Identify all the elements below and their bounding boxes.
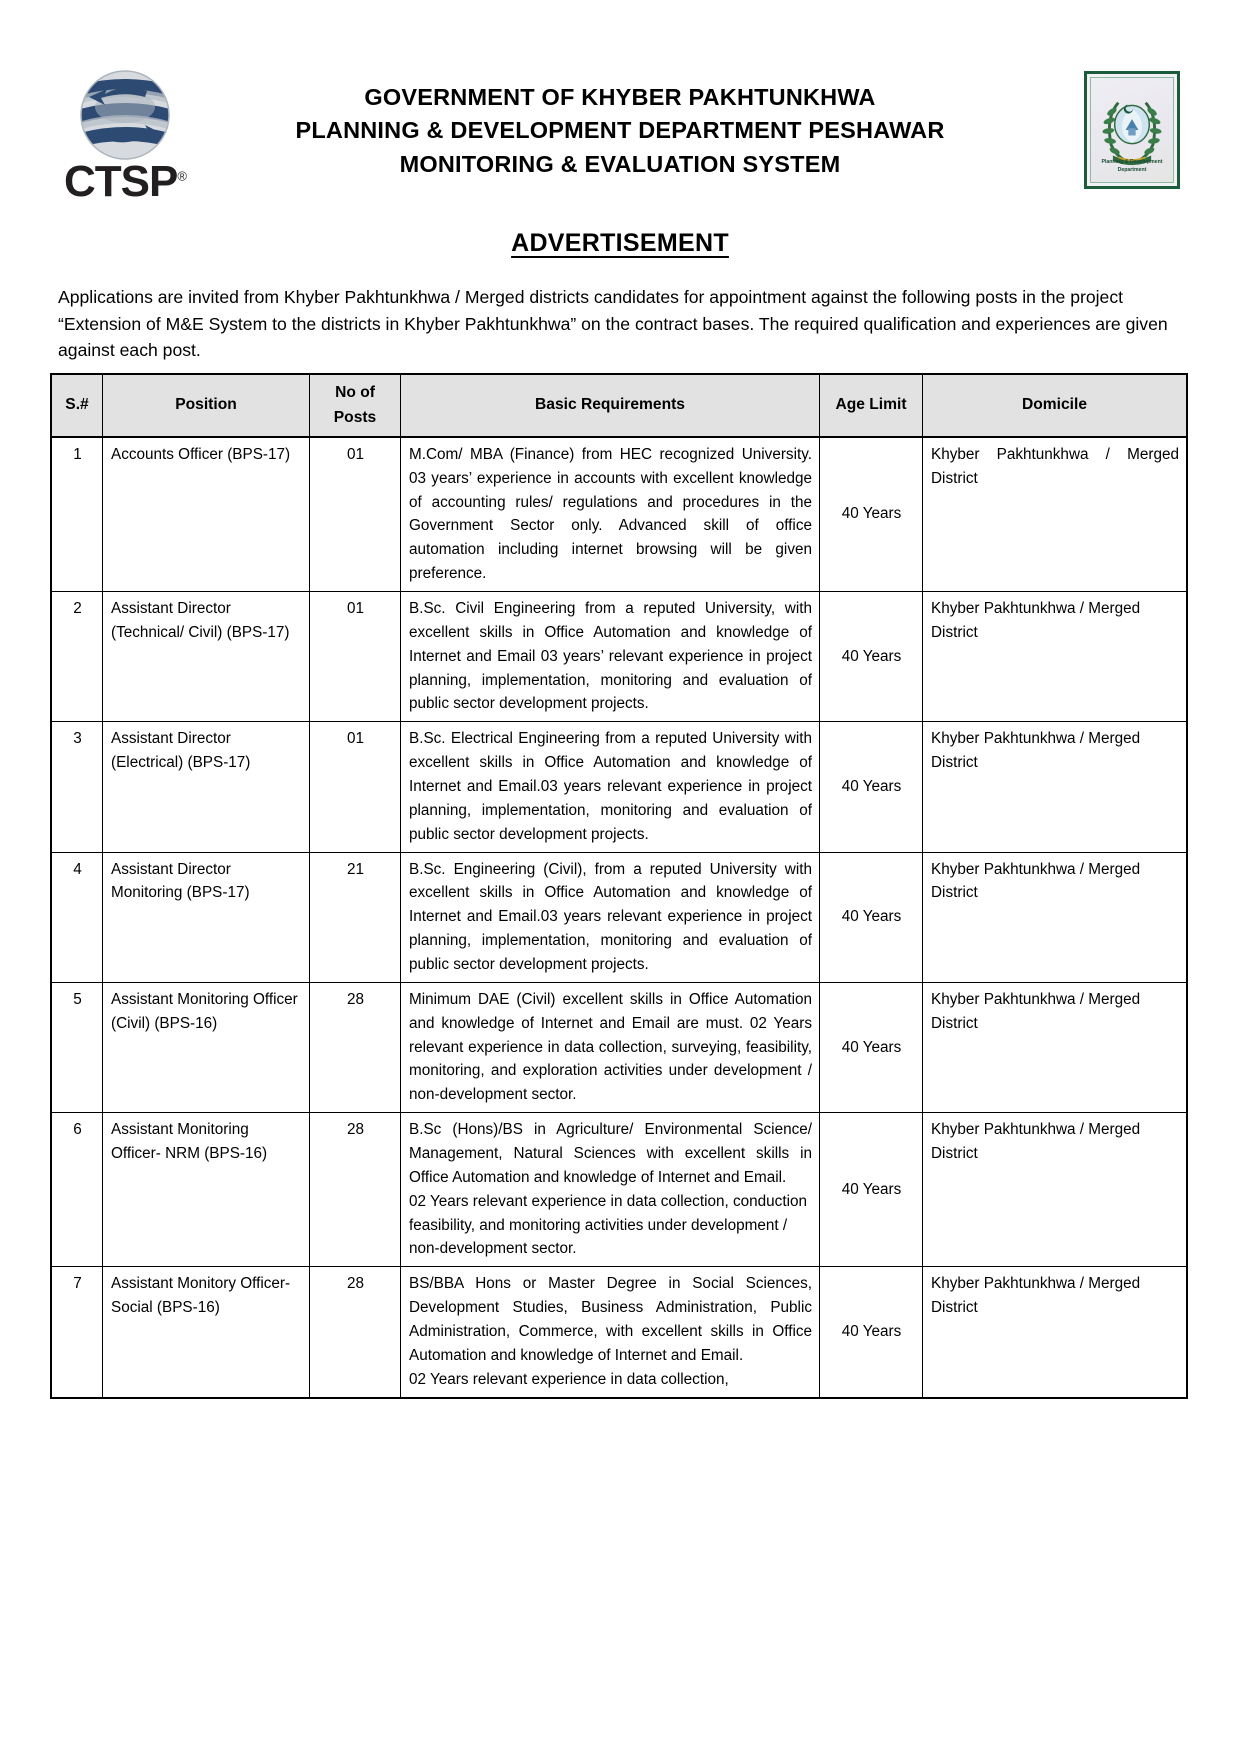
table-row (51, 591, 1187, 721)
column-header-basic-requirements: Basic Requirements (401, 374, 820, 437)
planning-development-department-crest (1084, 71, 1180, 189)
cell-no-of-posts: 28 (310, 1267, 401, 1398)
cell-domicile: Khyber Pakhtunkhwa / Merged District (923, 722, 1188, 852)
cell-position: Assistant Director (Electrical) (BPS-17) (103, 722, 310, 852)
ctsp-wordmark (60, 157, 190, 206)
crest-caption-line-2: Department (1117, 167, 1147, 174)
cell-no-of-posts: 01 (310, 722, 401, 852)
cell-serial: 3 (51, 722, 103, 852)
table-row (51, 722, 1187, 852)
cell-position: Assistant Monitoring Officer- NRM (BPS-16) (103, 1113, 310, 1267)
cell-requirements: B.Sc. Electrical Engineering from a reputed University with excellent skills in Office Automation and knowledge of Internet and Email.03 years relevant experience in project planning, implementation, monitoring and evaluation of public sector development projects. (401, 722, 820, 852)
column-header-no-of-posts (310, 374, 401, 437)
cell-requirements: M.Com/ MBA (Finance) from HEC recognized University. 03 years’ experience in accounts with excellent knowledge of accounting rules/ regulations and procedures in the Government Sector only. Advanced skill of office automation including internet browsing will be given preference. (401, 437, 820, 592)
table-row (51, 1267, 1187, 1398)
column-header-serial: S.# (51, 374, 103, 437)
registered-mark-icon: ® (177, 168, 186, 184)
cell-domicile: Khyber Pakhtunkhwa / Merged District (923, 1267, 1188, 1398)
crest-caption-line-1: Planning & Development (1101, 159, 1163, 166)
cell-requirements-part-2: 02 Years relevant experience in data collection, conduction feasibility, and monitoring activities under development / non-development sector. (409, 1192, 807, 1258)
ctsp-wordmark-text: CTSP (64, 157, 178, 206)
table-row (51, 852, 1187, 982)
cell-no-of-posts: 28 (310, 982, 401, 1112)
column-header-no-of-posts-line1: No of (335, 384, 375, 402)
cell-domicile: Khyber Pakhtunkhwa / Merged District (923, 982, 1188, 1112)
cell-age-limit: 40 Years (820, 1113, 923, 1267)
cell-requirements-part-1: B.Sc (Hons)/BS in Agriculture/ Environmental Science/ Management, Natural Sciences with excellent skills in Office Automation and knowledge of Internet and Email. (409, 1121, 812, 1186)
table-row (51, 1113, 1187, 1267)
column-header-domicile: Domicile (923, 374, 1188, 437)
cell-serial: 1 (51, 437, 103, 592)
cell-domicile: Khyber Pakhtunkhwa / Merged District (923, 591, 1188, 721)
table-header (51, 374, 1187, 437)
cell-age-limit: 40 Years (820, 722, 923, 852)
advertisement-heading: ADVERTISEMENT (511, 229, 729, 257)
crest-caption (1091, 159, 1173, 175)
document-header (52, 55, 1188, 213)
column-header-position: Position (103, 374, 310, 437)
cell-requirements (401, 1113, 820, 1267)
table-row (51, 437, 1187, 592)
globe-icon (71, 67, 179, 163)
cell-age-limit: 40 Years (820, 982, 923, 1112)
cell-requirements-part-2: 02 Years relevant experience in data collection, (409, 1370, 729, 1388)
cell-domicile: Khyber Pakhtunkhwa / Merged District (923, 852, 1188, 982)
cell-age-limit: 40 Years (820, 852, 923, 982)
cell-serial: 5 (51, 982, 103, 1112)
table-body (51, 437, 1187, 1398)
cell-serial: 4 (51, 852, 103, 982)
table-header-row (51, 374, 1187, 437)
cell-requirements: Minimum DAE (Civil) excellent skills in Office Automation and knowledge of Internet and Email are must. 02 Years relevant experience in data collection, surveying, feasibility, monitoring, and exploration activities under development / non-development sector. (401, 982, 820, 1112)
page-title-line-2: PLANNING & DEVELOPMENT DEPARTMENT PESHAWAR (295, 117, 945, 144)
cell-age-limit: 40 Years (820, 1267, 923, 1398)
cell-no-of-posts: 28 (310, 1113, 401, 1267)
column-header-age-limit: Age Limit (820, 374, 923, 437)
ctsp-logo (60, 67, 190, 206)
cell-requirements (401, 1267, 820, 1398)
cell-requirements: B.Sc. Engineering (Civil), from a reputed University with excellent skills in Office Automation and knowledge of Internet and Email.03 years relevant experience in project planning, implementation, monitoring and evaluation of public sector development projects. (401, 852, 820, 982)
table-row (51, 982, 1187, 1112)
page-title-line-3: MONITORING & EVALUATION SYSTEM (399, 150, 841, 177)
cell-serial: 6 (51, 1113, 103, 1267)
crest-inner (1090, 77, 1174, 183)
cell-position: Assistant Monitory Officer-Social (BPS-16) (103, 1267, 310, 1398)
cell-serial: 7 (51, 1267, 103, 1398)
cell-no-of-posts: 21 (310, 852, 401, 982)
page-title-line-1: GOVERNMENT OF KHYBER PAKHTUNKHWA (364, 84, 876, 110)
cell-age-limit: 40 Years (820, 591, 923, 721)
intro-paragraph: Applications are invited from Khyber Pakhtunkhwa / Merged districts candidates for appointment against the following posts in the project “Extension of M&E System to the districts in Khyber Pakhtunkhwa” on the contract bases. The required qualification and experiences are given against each post. (58, 287, 1168, 361)
cell-requirements: B.Sc. Civil Engineering from a reputed University, with excellent skills in Office Automation and knowledge of Internet and Email 03 years’ relevant experience in project planning, implementation, monitoring and evaluation of public sector development projects. (401, 591, 820, 721)
cell-position: Accounts Officer (BPS-17) (103, 437, 310, 592)
job-positions-table (50, 373, 1188, 1398)
cell-serial: 2 (51, 591, 103, 721)
cell-domicile: Khyber Pakhtunkhwa / Merged District (923, 437, 1188, 592)
cell-no-of-posts: 01 (310, 437, 401, 592)
cell-age-limit: 40 Years (820, 437, 923, 592)
cell-domicile: Khyber Pakhtunkhwa / Merged District (923, 1113, 1188, 1267)
cell-position: Assistant Director Monitoring (BPS-17) (103, 852, 310, 982)
cell-position: Assistant Director (Technical/ Civil) (BPS-17) (103, 591, 310, 721)
column-header-no-of-posts-line2: Posts (333, 408, 377, 426)
cell-position: Assistant Monitoring Officer (Civil) (BPS-16) (103, 982, 310, 1112)
cell-no-of-posts: 01 (310, 591, 401, 721)
cell-requirements-part-1: BS/BBA Hons or Master Degree in Social Sciences, Development Studies, Business Administration, Public Administration, Commerce, with excellent skills in Office Automation and knowledge of Internet and Email. (409, 1275, 812, 1364)
